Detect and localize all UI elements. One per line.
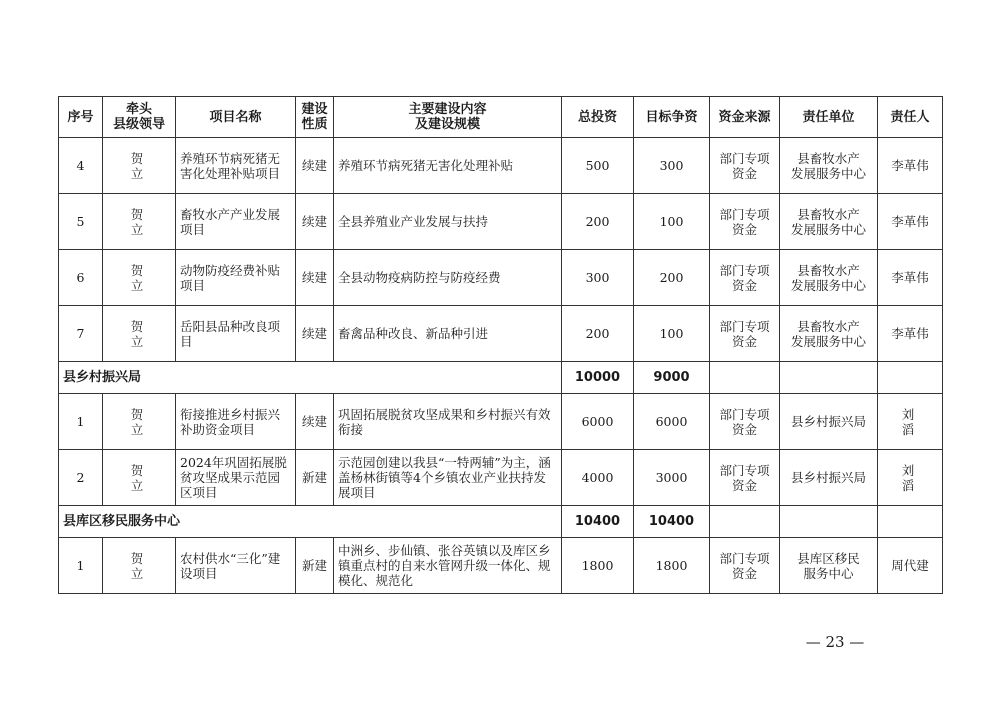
- cell-total: 1800: [562, 538, 634, 594]
- header-person: 责任人: [878, 97, 943, 138]
- group-target: 10400: [634, 506, 710, 538]
- group-target: 9000: [634, 362, 710, 394]
- cell-content: 示范园创建以我县“一特两辅”为主，涵盖杨林街镇等4个乡镇农业产业扶持发展项目: [334, 450, 562, 506]
- cell-leader: 贺立: [103, 394, 176, 450]
- header-target: 目标争资: [634, 97, 710, 138]
- cell-unit: 县畜牧水产 发展服务中心: [780, 194, 878, 250]
- cell-person: 周代建: [878, 538, 943, 594]
- cell-source: 部门专项 资金: [710, 306, 780, 362]
- cell-source: 部门专项 资金: [710, 394, 780, 450]
- cell-target: 300: [634, 138, 710, 194]
- cell-name: 动物防疫经费补贴项目: [176, 250, 296, 306]
- header-nature: 建设 性质: [296, 97, 334, 138]
- cell-person: 李革伟: [878, 138, 943, 194]
- cell-unit: 县乡村振兴局: [780, 450, 878, 506]
- cell-name: 岳阳县品种改良项目: [176, 306, 296, 362]
- empty-cell: [710, 362, 780, 394]
- cell-unit: 县乡村振兴局: [780, 394, 878, 450]
- cell-leader: 贺立: [103, 306, 176, 362]
- empty-cell: [710, 506, 780, 538]
- cell-total: 4000: [562, 450, 634, 506]
- cell-source: 部门专项 资金: [710, 450, 780, 506]
- cell-name: 衔接推进乡村振兴补助资金项目: [176, 394, 296, 450]
- table-row: [59, 250, 943, 306]
- header-leader: 牵头 县级领导: [103, 97, 176, 138]
- group-total: 10000: [562, 362, 634, 394]
- cell-target: 100: [634, 194, 710, 250]
- cell-leader: 贺立: [103, 538, 176, 594]
- cell-total: 200: [562, 306, 634, 362]
- cell-nature: 新建: [296, 538, 334, 594]
- page-number: — 23 —: [805, 633, 865, 651]
- cell-unit: 县库区移民 服务中心: [780, 538, 878, 594]
- table-row: [59, 306, 943, 362]
- cell-nature: 新建: [296, 450, 334, 506]
- cell-seq: 1: [59, 538, 103, 594]
- cell-content: 养殖环节病死猪无害化处理补贴: [334, 138, 562, 194]
- table-row: [59, 538, 943, 594]
- cell-name: 畜牧水产产业发展项目: [176, 194, 296, 250]
- group-label: 县库区移民服务中心: [59, 506, 562, 538]
- cell-content: 全县养殖业产业发展与扶持: [334, 194, 562, 250]
- empty-cell: [780, 506, 878, 538]
- table-row: [59, 194, 943, 250]
- empty-cell: [878, 506, 943, 538]
- cell-content: 全县动物疫病防控与防疫经费: [334, 250, 562, 306]
- cell-target: 1800: [634, 538, 710, 594]
- cell-content: 畜禽品种改良、新品种引进: [334, 306, 562, 362]
- group-row: [59, 362, 943, 394]
- cell-person: 李革伟: [878, 306, 943, 362]
- header-content: 主要建设内容 及建设规模: [334, 97, 562, 138]
- header-row: [59, 97, 943, 138]
- cell-nature: 续建: [296, 194, 334, 250]
- table-row: [59, 138, 943, 194]
- empty-cell: [878, 362, 943, 394]
- empty-cell: [780, 362, 878, 394]
- cell-person: 李革伟: [878, 250, 943, 306]
- cell-unit: 县畜牧水产 发展服务中心: [780, 250, 878, 306]
- cell-leader: 贺立: [103, 138, 176, 194]
- cell-nature: 续建: [296, 138, 334, 194]
- cell-content: 中洲乡、步仙镇、张谷英镇以及库区乡镇重点村的自来水管网升级一体化、规模化、规范化: [334, 538, 562, 594]
- cell-nature: 续建: [296, 250, 334, 306]
- cell-seq: 4: [59, 138, 103, 194]
- cell-target: 3000: [634, 450, 710, 506]
- cell-name: 农村供水“三化”建设项目: [176, 538, 296, 594]
- cell-source: 部门专项 资金: [710, 250, 780, 306]
- group-label: 县乡村振兴局: [59, 362, 562, 394]
- cell-seq: 7: [59, 306, 103, 362]
- cell-target: 6000: [634, 394, 710, 450]
- header-source: 资金来源: [710, 97, 780, 138]
- cell-unit: 县畜牧水产 发展服务中心: [780, 306, 878, 362]
- header-total: 总投资: [562, 97, 634, 138]
- cell-total: 500: [562, 138, 634, 194]
- cell-leader: 贺立: [103, 194, 176, 250]
- cell-source: 部门专项 资金: [710, 538, 780, 594]
- group-total: 10400: [562, 506, 634, 538]
- cell-seq: 2: [59, 450, 103, 506]
- group-row: [59, 506, 943, 538]
- cell-content: 巩固拓展脱贫攻坚成果和乡村振兴有效衔接: [334, 394, 562, 450]
- cell-person: 刘滔: [878, 394, 943, 450]
- cell-total: 300: [562, 250, 634, 306]
- cell-total: 6000: [562, 394, 634, 450]
- cell-unit: 县畜牧水产 发展服务中心: [780, 138, 878, 194]
- cell-leader: 贺立: [103, 450, 176, 506]
- cell-name: 2024年巩固拓展脱贫攻坚成果示范园区项目: [176, 450, 296, 506]
- cell-source: 部门专项 资金: [710, 194, 780, 250]
- cell-person: 刘滔: [878, 450, 943, 506]
- cell-target: 200: [634, 250, 710, 306]
- cell-nature: 续建: [296, 306, 334, 362]
- cell-seq: 6: [59, 250, 103, 306]
- cell-person: 李革伟: [878, 194, 943, 250]
- cell-nature: 续建: [296, 394, 334, 450]
- cell-leader: 贺立: [103, 250, 176, 306]
- cell-source: 部门专项 资金: [710, 138, 780, 194]
- project-table: [58, 96, 943, 594]
- header-name: 项目名称: [176, 97, 296, 138]
- header-seq: 序号: [59, 97, 103, 138]
- cell-target: 100: [634, 306, 710, 362]
- table-row: [59, 450, 943, 506]
- cell-seq: 1: [59, 394, 103, 450]
- header-unit: 责任单位: [780, 97, 878, 138]
- cell-seq: 5: [59, 194, 103, 250]
- cell-total: 200: [562, 194, 634, 250]
- table-row: [59, 394, 943, 450]
- cell-name: 养殖环节病死猪无害化处理补贴项目: [176, 138, 296, 194]
